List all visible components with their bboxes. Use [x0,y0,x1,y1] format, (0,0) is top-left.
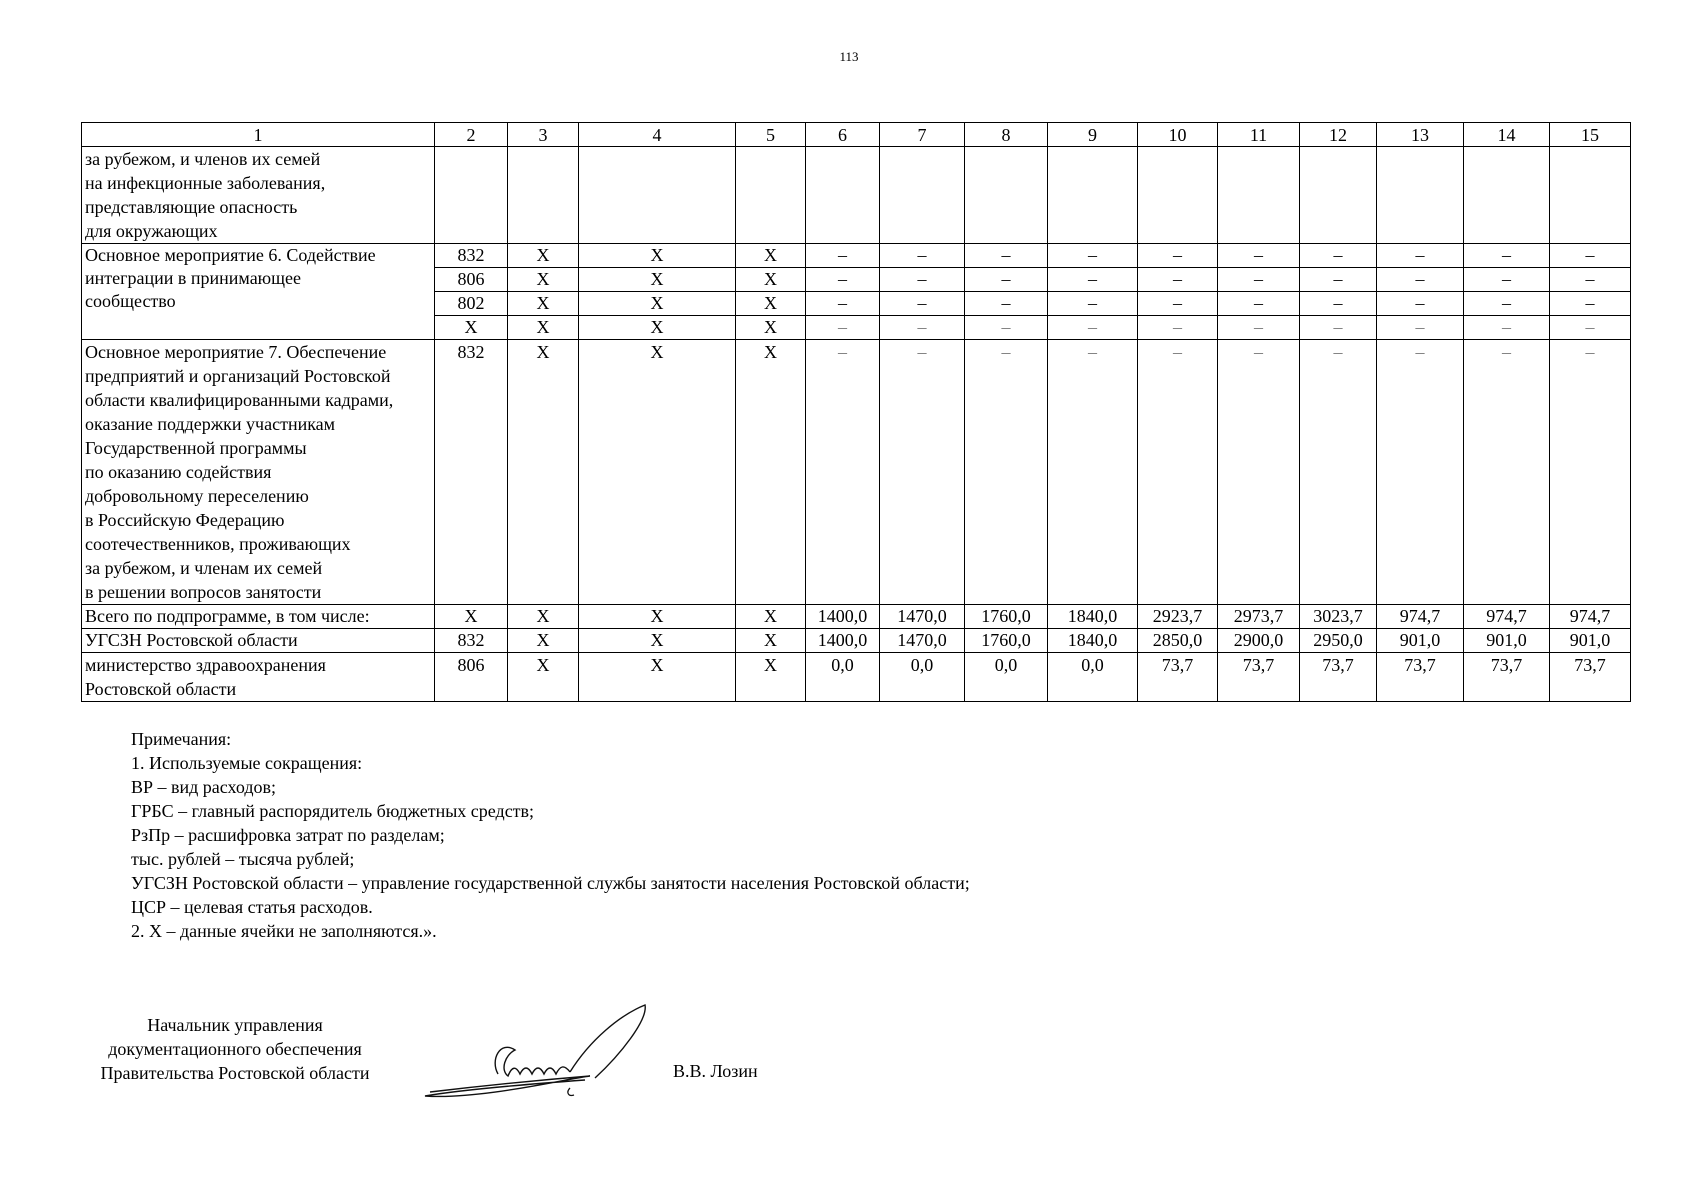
budget-table [81,122,1631,702]
value-cell: – [965,268,1048,292]
value-cell: – [1377,340,1464,605]
activity-name-cell [82,147,435,244]
cell-text-line: Основное мероприятие 6. Содействие [85,245,376,265]
value-cell: – [880,340,965,605]
value-cell: 2973,7 [1218,605,1300,629]
table-cell [736,147,806,244]
grbs-cell: X [435,316,508,340]
note-line: 1. Используемые сокращения: [131,753,363,773]
table-cell [508,147,579,244]
table-cell [880,147,965,244]
value-cell: – [965,244,1048,268]
value-cell: 73,7 [1464,653,1550,702]
table-row [82,244,1631,268]
code-cell: X [508,653,579,702]
code-cell: X [579,268,736,292]
value-cell: 0,0 [880,653,965,702]
value-cell: – [1048,268,1138,292]
note-line: ГРБС – главный распорядитель бюджетных средств; [131,801,535,821]
value-cell: – [1048,340,1138,605]
value-cell: – [1138,292,1218,316]
value-cell: – [1300,340,1377,605]
value-cell: – [880,268,965,292]
code-cell: X [736,292,806,316]
value-cell: 0,0 [965,653,1048,702]
grbs-cell: 832 [435,340,508,605]
cell-text-line: министерство здравоохранения [85,655,326,675]
value-cell: 1400,0 [806,629,880,653]
value-cell: – [1300,292,1377,316]
value-cell: – [880,292,965,316]
table-cell [435,147,508,244]
value-cell: – [1138,268,1218,292]
value-cell: 73,7 [1377,653,1464,702]
value-cell: 3023,7 [1300,605,1377,629]
value-cell: 974,7 [1464,605,1550,629]
signatory-position [80,1013,390,1085]
cell-text-line: оказание поддержки участникам [85,414,336,434]
column-header: 15 [1550,123,1631,147]
note-line: УГСЗН Ростовской области – управление государственной службы занятости населения Ростовской области; [131,873,970,893]
code-cell: X [736,268,806,292]
cell-text-line: предприятий и организаций Ростовской [85,366,391,386]
value-cell: 73,7 [1550,653,1631,702]
code-cell: X [736,629,806,653]
value-cell: – [1218,340,1300,605]
table-cell [965,147,1048,244]
value-cell: 1840,0 [1048,629,1138,653]
column-header: 5 [736,123,806,147]
note-line: 2. Х – данные ячейки не заполняются.». [131,921,437,941]
code-cell: X [736,340,806,605]
value-cell: – [1048,316,1138,340]
value-cell: – [1218,268,1300,292]
value-cell: – [1377,244,1464,268]
code-cell: X [579,653,736,702]
code-cell: X [508,316,579,340]
value-cell: – [965,316,1048,340]
column-header: 2 [435,123,508,147]
column-header: 1 [82,123,435,147]
value-cell: 901,0 [1464,629,1550,653]
value-cell: – [1550,292,1631,316]
column-header: 14 [1464,123,1550,147]
value-cell: – [806,340,880,605]
signatory-position-line: документационного обеспечения [108,1039,362,1059]
table-cell [1377,147,1464,244]
value-cell: – [965,340,1048,605]
table-row [82,147,1631,244]
value-cell: 73,7 [1300,653,1377,702]
value-cell: – [1218,316,1300,340]
value-cell: – [880,316,965,340]
value-cell: – [1464,316,1550,340]
value-cell: – [1550,244,1631,268]
code-cell: X [579,244,736,268]
total-row [82,605,1631,629]
value-cell: – [1550,268,1631,292]
column-header: 6 [806,123,880,147]
note-line: ВР – вид расходов; [131,777,277,797]
value-cell: – [1377,292,1464,316]
value-cell: 1470,0 [880,605,965,629]
table-cell [806,147,880,244]
code-cell: X [736,316,806,340]
signatory-position-line: Начальник управления [147,1015,323,1035]
value-cell: – [1464,340,1550,605]
value-cell: 974,7 [1377,605,1464,629]
value-cell: 1760,0 [965,605,1048,629]
value-cell: 0,0 [806,653,880,702]
value-cell: – [1550,316,1631,340]
value-cell: – [806,316,880,340]
code-cell: X [736,605,806,629]
value-cell: – [1218,244,1300,268]
cell-text-line: по оказанию содействия [85,462,272,482]
code-cell: X [508,605,579,629]
grbs-cell: 802 [435,292,508,316]
code-cell: X [736,244,806,268]
value-cell: 2950,0 [1300,629,1377,653]
cell-text-line: за рубежом, и членов их семей [85,149,321,169]
cell-text-line: сообщество [85,291,176,311]
table-cell [1464,147,1550,244]
value-cell: – [1464,268,1550,292]
notes-heading: Примечания: [131,729,232,749]
value-cell: – [1300,316,1377,340]
grbs-cell: X [435,605,508,629]
value-cell: – [880,244,965,268]
code-cell: X [508,268,579,292]
table-row [82,340,1631,605]
value-cell: – [1464,292,1550,316]
value-cell: – [965,292,1048,316]
value-cell: 1400,0 [806,605,880,629]
column-header: 13 [1377,123,1464,147]
note-line: РзПр – расшифровка затрат по разделам; [131,825,445,845]
value-cell: – [1464,244,1550,268]
code-cell: X [579,340,736,605]
code-cell: X [579,316,736,340]
value-cell: – [1138,340,1218,605]
cell-text-line: для окружающих [85,221,218,241]
cell-text-line: Ростовской области [85,679,237,699]
code-cell: X [579,605,736,629]
code-cell: X [736,653,806,702]
cell-text-line: представляющие опасность [85,197,298,217]
value-cell: 901,0 [1550,629,1631,653]
value-cell: 2850,0 [1138,629,1218,653]
table-cell [1138,147,1218,244]
activity-name-cell [82,653,435,702]
value-cell: 901,0 [1377,629,1464,653]
value-cell: 1840,0 [1048,605,1138,629]
table-cell [1048,147,1138,244]
column-header: 10 [1138,123,1218,147]
value-cell: 0,0 [1048,653,1138,702]
code-cell: X [579,629,736,653]
column-header: 9 [1048,123,1138,147]
code-cell: X [508,244,579,268]
table-cell [1550,147,1631,244]
value-cell: – [1138,316,1218,340]
table-cell [579,147,736,244]
cell-text-line: соотечественников, проживающих [85,534,351,554]
cell-text-line: области квалифицированными кадрами, [85,390,394,410]
value-cell: – [1048,244,1138,268]
value-cell: – [1300,268,1377,292]
value-cell: 1470,0 [880,629,965,653]
activity-name-cell: Всего по подпрограмме, в том числе: [82,605,435,629]
table-row [82,653,1631,702]
column-header: 11 [1218,123,1300,147]
grbs-cell: 806 [435,653,508,702]
grbs-cell: 832 [435,244,508,268]
signatory-name: В.В. Лозин [673,1061,758,1081]
code-cell: X [579,292,736,316]
cell-text-line: добровольному переселению [85,486,309,506]
value-cell: 974,7 [1550,605,1631,629]
note-line: ЦСР – целевая статья расходов. [131,897,373,917]
table-cell [1300,147,1377,244]
value-cell: 73,7 [1218,653,1300,702]
value-cell: – [1138,244,1218,268]
table-cell [1218,147,1300,244]
grbs-cell: 832 [435,629,508,653]
activity-name-cell [82,340,435,605]
activity-name-cell: УГСЗН Ростовской области [82,629,435,653]
value-cell: – [1300,244,1377,268]
value-cell: – [1218,292,1300,316]
column-header: 4 [579,123,736,147]
header-row [82,123,1631,147]
value-cell: – [806,292,880,316]
value-cell: – [1048,292,1138,316]
value-cell: – [1377,268,1464,292]
cell-text-line: Государственной программы [85,438,307,458]
cell-text-line: интеграции в принимающее [85,268,301,288]
column-header: 8 [965,123,1048,147]
column-header: 7 [880,123,965,147]
value-cell: – [806,268,880,292]
cell-text-line: в Российскую Федерацию [85,510,285,530]
value-cell: 1760,0 [965,629,1048,653]
signatory-position-line: Правительства Ростовской области [100,1063,370,1083]
value-cell: – [1377,316,1464,340]
code-cell: X [508,340,579,605]
cell-text-line: Основное мероприятие 7. Обеспечение [85,342,387,362]
activity-name-cell [82,244,435,340]
code-cell: X [508,292,579,316]
code-cell: X [508,629,579,653]
cell-text-line: за рубежом, и членам их семей [85,558,323,578]
note-line: тыс. рублей – тысяча рублей; [131,849,355,869]
column-header: 12 [1300,123,1377,147]
value-cell: – [1550,340,1631,605]
table-row [82,629,1631,653]
page-number: 113 [839,49,859,64]
column-header: 3 [508,123,579,147]
value-cell: – [806,244,880,268]
value-cell: 2900,0 [1218,629,1300,653]
cell-text-line: в решении вопросов занятости [85,582,322,602]
value-cell: 2923,7 [1138,605,1218,629]
notes-section [131,727,970,943]
value-cell: 73,7 [1138,653,1218,702]
handwritten-signature [420,1000,660,1105]
cell-text-line: на инфекционные заболевания, [85,173,326,193]
grbs-cell: 806 [435,268,508,292]
